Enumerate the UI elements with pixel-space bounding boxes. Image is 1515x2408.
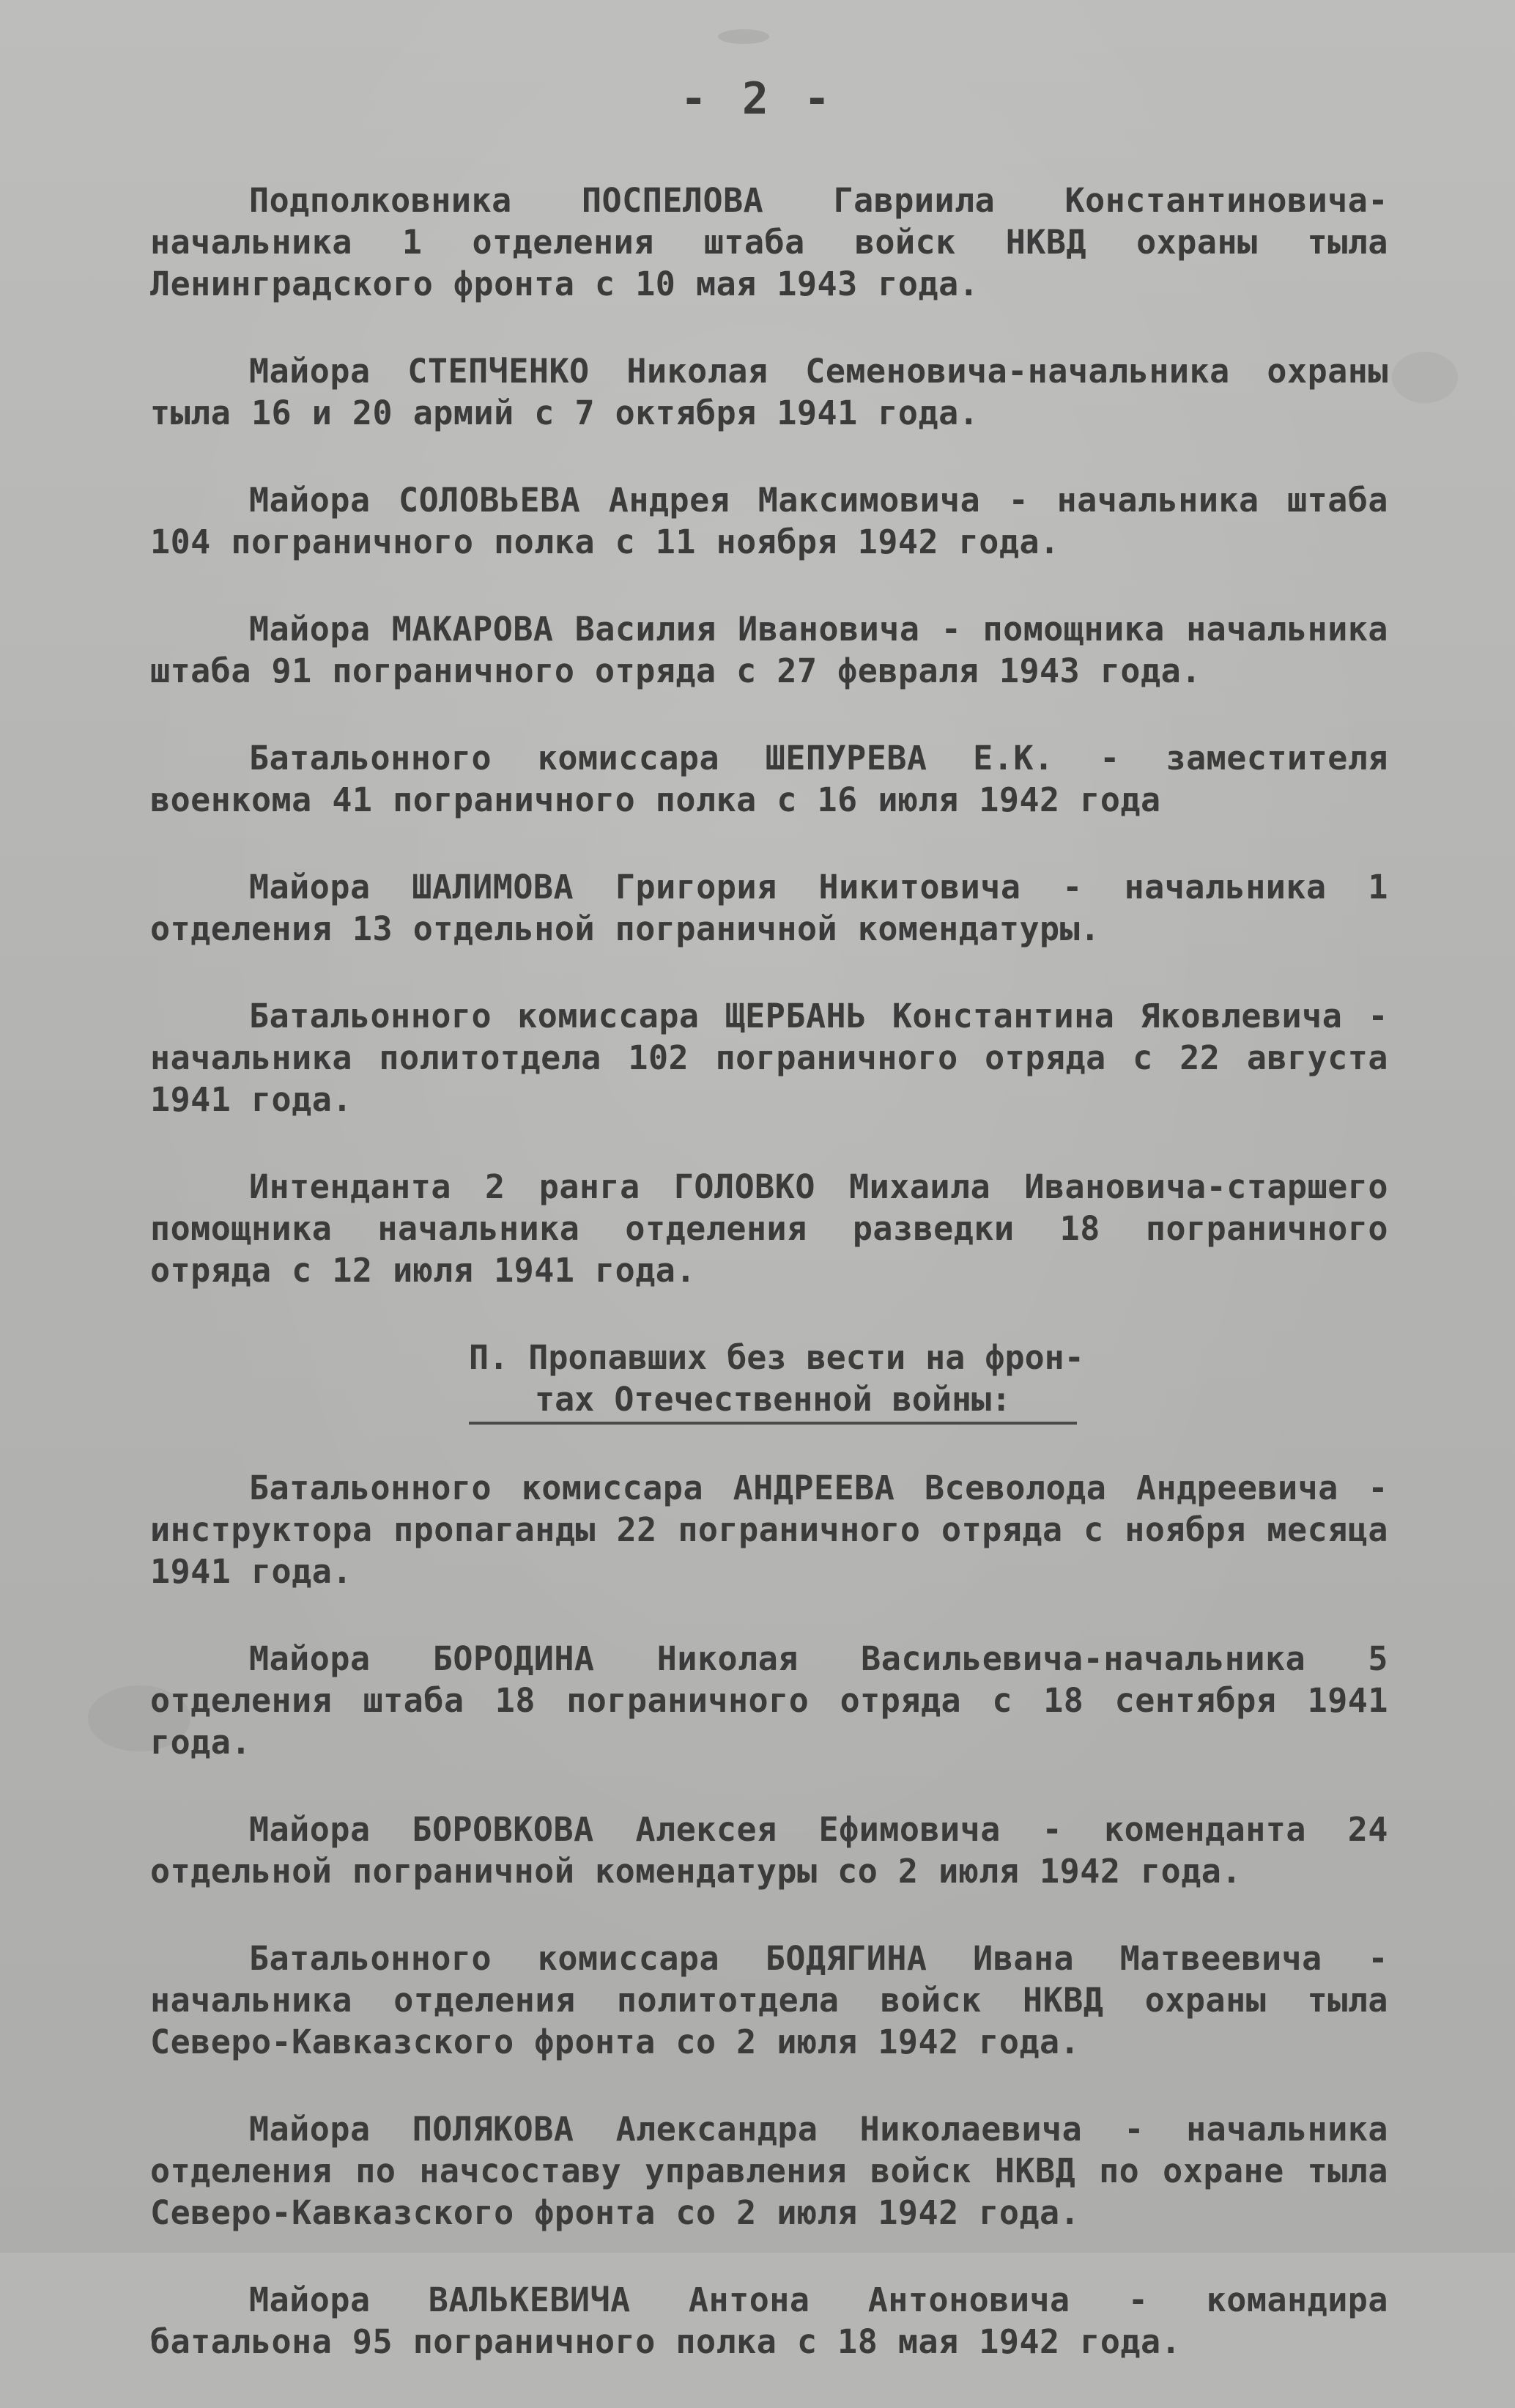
paragraph-shepurev: Батальонного комиссара ШЕПУРЕВА Е.К. - заместителя военкома 41 пограничного полка с 16 июля 1942 года [150,739,1388,819]
paragraph-shalimov: Майора ШАЛИМОВА Григория Никитовича - начальника 1 отделения 13 отдельной пограничной комендатуры. [150,868,1388,948]
page-number: - 2 - [680,73,835,125]
paper-smudge [1392,352,1458,403]
paragraph-golovko: Интенданта 2 ранга ГОЛОВКО Михаила Ивановича-старшего помощника начальника отделения разведки 18 пограничного отряда с 12 июля 1941 года. [150,1167,1388,1290]
paper-smudge [718,29,769,44]
paragraph-makarov: Майора МАКАРОВА Василия Ивановича - помощника начальника штаба 91 пограничного отряда с 27 февраля 1943 года. [150,610,1388,690]
paragraph-pospelov: Подполковника ПОСПЕЛОВА Гавриила Константиновича-начальника 1 отделения штаба войск НКВД охраны тыла Ленинградского фронта с 10 мая 1943 года. [150,181,1388,303]
section-heading [366,1337,1172,1425]
section-heading-line-1: П. Пропавших без вести на фрон- [469,1338,1084,1377]
paragraph-stepchenko: Майора СТЕПЧЕНКО Николая Семеновича-начальника охраны тыла 16 и 20 армий с 7 октября 1941 года. [150,352,1388,432]
paragraph-valkevich: Майора ВАЛЬКЕВИЧА Антона Антоновича - командира батальона 95 пограничного полка с 18 мая 1942 года. [150,2280,1388,2361]
paragraph-shcherban: Батальонного комиссара ЩЕРБАНЬ Константина Яковлевича - начальника политотдела 102 пограничного отряда с 22 августа 1941 года. [150,997,1388,1119]
paragraph-borovkov: Майора БОРОВКОВА Алексея Ефимовича - коменданта 24 отдельной пограничной комендатуры со 2 июля 1942 года. [150,1810,1388,1891]
document-body [150,180,1388,2408]
paragraph-polyakov: Майора ПОЛЯКОВА Александра Николаевича - начальника отделения по начсоставу управления войск НКВД по охране тыла Северо-Кавказского фронта со 2 июля 1942 года. [150,2110,1388,2232]
section-heading-line-2: тах Отечественной войны: [469,1378,1077,1425]
paragraph-solovyev: Майора СОЛОВЬЕВА Андрея Максимовича - начальника штаба 104 пограничного полка с 11 ноября 1942 года. [150,481,1388,561]
paragraph-andreev: Батальонного комиссара АНДРЕЕВА Всеволода Андреевича - инструктора пропаганды 22 пограничного отряда с ноября месяца 1941 года. [150,1469,1388,1591]
paragraph-borodin: Майора БОРОДИНА Николая Васильевича-начальника 5 отделения штаба 18 пограничного отряда с 18 сентября 1941 года. [150,1639,1388,1762]
paragraph-bodyagin: Батальонного комиссара БОДЯГИНА Ивана Матвеевича - начальника отделения политотдела войск НКВД охраны тыла Северо-Кавказского фронта со 2 июля 1942 года. [150,1939,1388,2061]
